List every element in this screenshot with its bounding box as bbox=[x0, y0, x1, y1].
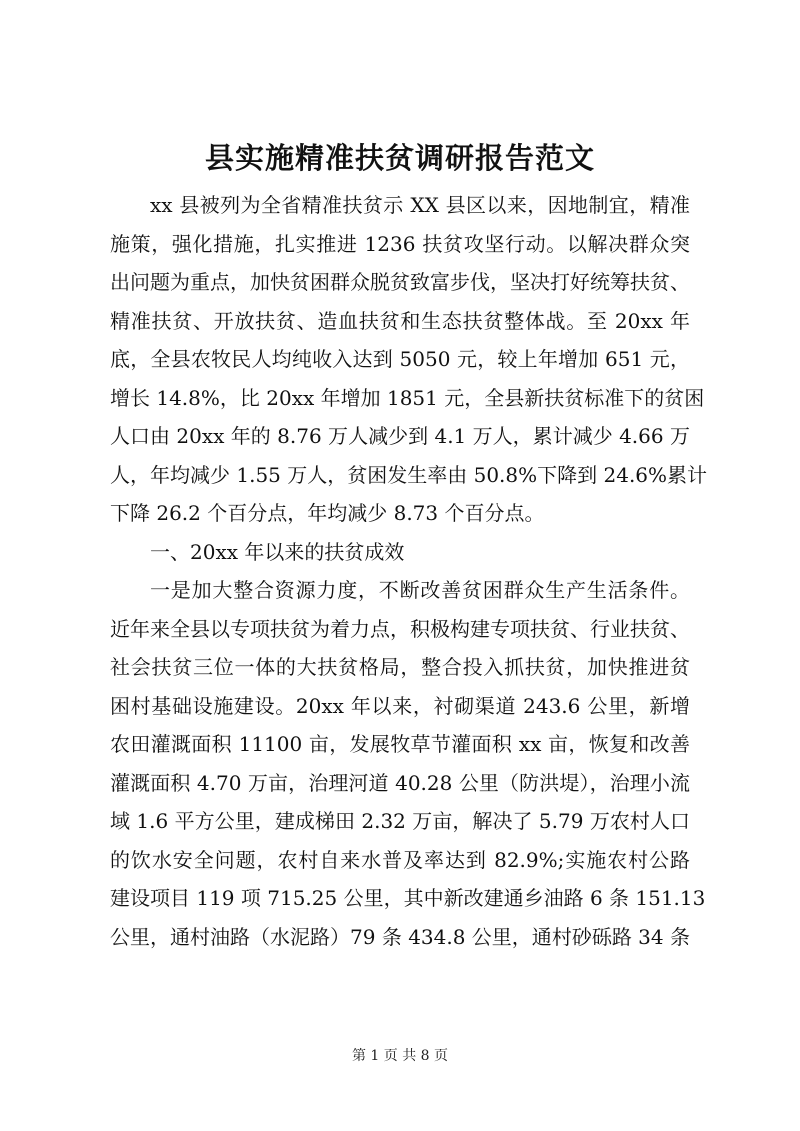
text-line: 下降 26.2 个百分点，年均减少 8.73 个百分点。 bbox=[110, 501, 545, 525]
text-line: 人，年均减少 1.55 万人，贫困发生率由 50.8%下降到 24.6%累计 bbox=[110, 462, 708, 487]
text-line: 公里，通村油路（水泥路）79 条 434.8 公里，通村砂砾路 34 条 bbox=[110, 924, 690, 949]
text-line: 出问题为重点，加快贫困群众脱贫致富步伐，坚决打好统筹扶贫、 bbox=[110, 270, 690, 294]
text-line: 农田灌溉面积 11100 亩，发展牧草节灌面积 xx 亩，恢复和改善 bbox=[110, 732, 690, 756]
text-line: 灌溉面积 4.70 万亩，治理河道 40.28 公里（防洪堤），治理小流 bbox=[110, 770, 690, 795]
text-line: 一是加大整合资源力度，不断改善贫困群众生产生活条件。 bbox=[150, 578, 690, 602]
text-line: 的饮水安全问题，农村自来水普及率达到 82.9%;实施农村公路 bbox=[110, 847, 690, 872]
text-line: 困村基础设施建设。20xx 年以来，衬砌渠道 243.6 公里，新增 bbox=[110, 693, 690, 718]
document-body bbox=[110, 186, 708, 956]
document-title: 县实施精准扶贫调研报告范文 bbox=[204, 141, 595, 175]
text-line: xx 县被列为全省精准扶贫示 XX 县区以来，因地制宜，精准 bbox=[150, 193, 690, 217]
text-line: 域 1.6 平方公里，建成梯田 2.32 万亩，解决了 5.79 万农村人口 bbox=[110, 809, 690, 833]
text-line: 近年来全县以专项扶贫为着力点，积极构建专项扶贫、行业扶贫、 bbox=[110, 616, 690, 641]
page-footer: 第 1 页 共 8 页 bbox=[351, 1048, 449, 1064]
text-line: 人口由 20xx 年的 8.76 万人减少到 4.1 万人，累计减少 4.66 万 bbox=[110, 424, 690, 448]
text-line: 一、20xx 年以来的扶贫成效 bbox=[150, 539, 405, 564]
text-line: 社会扶贫三位一体的大扶贫格局，整合投入抓扶贫，加快推进贫 bbox=[110, 655, 690, 679]
text-line: 增长 14.8%，比 20xx 年增加 1851 元，全县新扶贫标准下的贫困 bbox=[110, 385, 705, 410]
text-line: 精准扶贫、开放扶贫、造血扶贫和生态扶贫整体战。至 20xx 年 bbox=[110, 308, 690, 333]
text-line: 建设项目 119 项 715.25 公里，其中新改建通乡油路 6 条 151.13 bbox=[110, 886, 706, 910]
text-line: 底，全县农牧民人均纯收入达到 5050 元，较上年增加 651 元， bbox=[110, 347, 690, 371]
text-line: 施策，强化措施，扎实推进 1236 扶贫攻坚行动。以解决群众突 bbox=[110, 231, 690, 256]
